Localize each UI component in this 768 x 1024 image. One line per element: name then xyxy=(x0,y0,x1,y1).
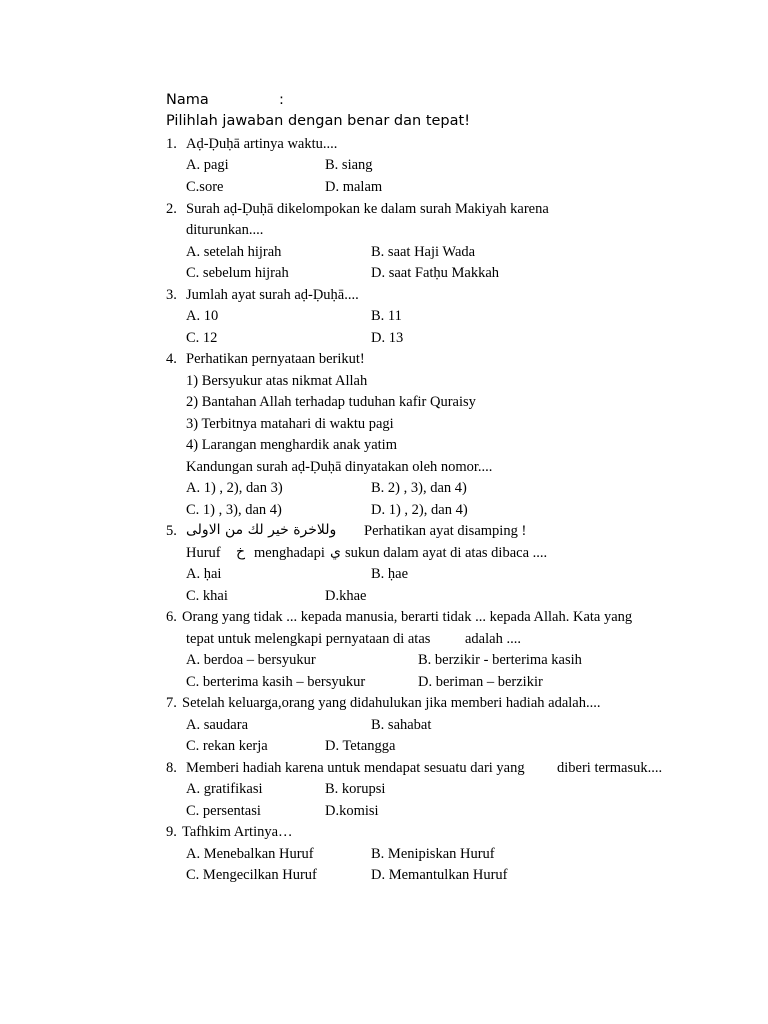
statement-item: 2) Bantahan Allah terhadap tuduhan kafir Quraisy xyxy=(186,394,476,410)
option-b: B. 2) , 3), dan 4) xyxy=(371,480,467,496)
question-text: diberi termasuk.... xyxy=(557,760,663,776)
question-number: 8. xyxy=(166,760,177,776)
option-c: C. 1) , 3), dan 4) xyxy=(186,502,282,518)
option-d: D. 1) , 2), dan 4) xyxy=(371,502,468,518)
question-text: Tafhkim Artinya… xyxy=(182,824,293,840)
question-text: Jumlah ayat surah aḍ-Ḍuḥā.... xyxy=(186,287,359,303)
option-b: B. Menipiskan Huruf xyxy=(371,846,495,862)
option-b: B. saat Haji Wada xyxy=(371,244,476,260)
question-text: menghadapi xyxy=(254,545,325,561)
question-text: sukun dalam ayat di atas dibaca .... xyxy=(345,545,548,561)
question-text: Kandungan surah aḍ-Ḍuḥā dinyatakan oleh nomor.... xyxy=(186,459,493,475)
nama-label: Nama xyxy=(166,92,209,108)
question-number: 2. xyxy=(166,201,177,217)
question-number: 3. xyxy=(166,287,177,303)
option-d: D. saat Fatḥu Makkah xyxy=(371,265,500,281)
option-d: D. 13 xyxy=(371,330,404,346)
option-b: B. ḥae xyxy=(371,566,409,582)
arabic-verse: وللاخرة خير لك من الاولى xyxy=(186,522,337,538)
question-text: Orang yang tidak ... kepada manusia, berarti tidak ... kepada Allah. Kata yang xyxy=(182,609,633,625)
question-text: Perhatikan pernyataan berikut! xyxy=(186,351,365,367)
option-c: C. rekan kerja xyxy=(186,738,268,754)
statement-item: 1) Bersyukur atas nikmat Allah xyxy=(186,373,368,389)
option-a: A. gratifikasi xyxy=(186,781,263,797)
option-c: C. 12 xyxy=(186,330,218,346)
question-text: tepat untuk melengkapi pernyataan di atas xyxy=(186,631,431,647)
option-d: D.khae xyxy=(325,588,367,604)
question-number: 1. xyxy=(166,136,177,152)
option-a: A. pagi xyxy=(186,157,229,173)
option-c: C. Mengecilkan Huruf xyxy=(186,867,317,883)
option-d: D.komisi xyxy=(325,803,379,819)
question-number: 5. xyxy=(166,523,177,539)
question-number: 7. xyxy=(166,695,177,711)
statement-item: 3) Terbitnya matahari di waktu pagi xyxy=(186,416,394,432)
option-d: D. Memantulkan Huruf xyxy=(371,867,508,883)
question-text: Surah aḍ-Ḍuḥā dikelompokan ke dalam surah Makiyah karena xyxy=(186,201,549,217)
question-text: Setelah keluarga,orang yang didahulukan jika memberi hadiah adalah.... xyxy=(182,695,601,711)
option-b: B. korupsi xyxy=(325,781,386,797)
option-a: A. Menebalkan Huruf xyxy=(186,846,314,862)
nama-colon: : xyxy=(279,92,284,108)
option-c: C. sebelum hijrah xyxy=(186,265,289,281)
option-d: D. malam xyxy=(325,179,383,195)
question-number: 6. xyxy=(166,609,177,625)
question-number: 4. xyxy=(166,351,177,367)
option-c: C. persentasi xyxy=(186,803,261,819)
instruction-text: Pilihlah jawaban dengan benar dan tepat! xyxy=(166,113,471,129)
question-text: adalah .... xyxy=(465,631,521,647)
option-a: A. setelah hijrah xyxy=(186,244,282,260)
option-d: D. beriman – berzikir xyxy=(418,674,543,690)
option-a: A. 10 xyxy=(186,308,219,324)
option-c: C.sore xyxy=(186,179,224,195)
option-a: A. 1) , 2), dan 3) xyxy=(186,480,283,496)
option-a: A. berdoa – bersyukur xyxy=(186,652,316,668)
question-text: Memberi hadiah karena untuk mendapat sesuatu dari yang xyxy=(186,760,525,776)
statement-item: 4) Larangan menghardik anak yatim xyxy=(186,437,397,453)
question-number: 9. xyxy=(166,824,177,840)
option-c: C. khai xyxy=(186,588,228,604)
option-a: A. ḥai xyxy=(186,566,222,582)
option-b: B. siang xyxy=(325,157,373,173)
option-a: A. saudara xyxy=(186,717,249,733)
question-text: Perhatikan ayat disamping ! xyxy=(364,523,527,539)
huruf-label: Huruf xyxy=(186,545,221,561)
option-b: B. sahabat xyxy=(371,717,432,733)
question-text: Aḍ-Ḍuḥā artinya waktu.... xyxy=(186,136,338,152)
option-b: B. berzikir - berterima kasih xyxy=(418,652,582,668)
arabic-letter-kha: خ xyxy=(236,544,246,560)
arabic-letter-ya: ي xyxy=(330,544,341,560)
option-c: C. berterima kasih – bersyukur xyxy=(186,674,366,690)
question-text: diturunkan.... xyxy=(186,222,264,238)
option-d: D. Tetangga xyxy=(325,738,396,754)
option-b: B. 11 xyxy=(371,308,402,324)
